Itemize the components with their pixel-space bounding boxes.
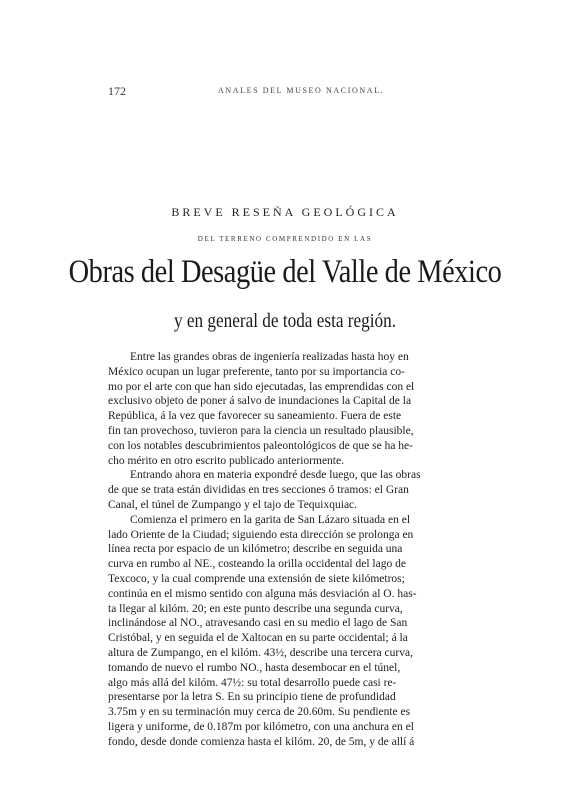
body-line: Canal, el túnel de Zumpango y el tajo de Tequixquiac. bbox=[108, 498, 358, 511]
body-line: Entre las grandes obras de ingeniería realizadas hasta hoy en bbox=[130, 351, 409, 363]
title-sub: DEL TERRENO COMPRENDIDO EN LAS bbox=[197, 235, 373, 243]
title-small: BREVE RESEÑA GEOLÓGICA bbox=[171, 205, 399, 219]
body-line: ta llegar al kilóm. 20; en este punto describe una segunda curva, bbox=[108, 602, 403, 615]
body-line: con los notables descubrimientos paleontológicos de que se ha he- bbox=[108, 439, 413, 452]
title-main: Obras del Desagüe del Valle de México bbox=[68, 254, 502, 290]
body-line: cho mérito en otro escrito publicado anteriormente. bbox=[108, 454, 344, 467]
body-line: algo más allá del kilóm. 47½: su total desarrollo puede casi re- bbox=[108, 676, 397, 689]
body-line: Comienza el primero en la garita de San Lázaro situada en el bbox=[130, 513, 411, 526]
body-line: 3.75m y en su terminación muy cerca de 20.60m. Su pendiente es bbox=[108, 706, 411, 719]
body-line: Texcoco, y la cual comprende una extensión de siete kilómetros; bbox=[108, 572, 405, 585]
body-line: fin tan provechoso, tuvieron para la ciencia un resultado plausible, bbox=[108, 424, 414, 437]
body-line: altura de Zumpango, en el kilóm. 43½, describe una tercera curva, bbox=[108, 646, 413, 659]
page-header bbox=[108, 84, 482, 98]
body-line: exclusivo objeto de poner á salvo de inundaciones la Capital de la bbox=[108, 395, 412, 408]
body-line: presentarse por la letra S. En su principio tiene de profundidad bbox=[108, 691, 396, 704]
body-text bbox=[108, 350, 482, 750]
body-line: línea recta por espacio de un kilómetro; describe en seguida una bbox=[108, 543, 403, 556]
body-line: mo por el arte con que han sido ejecutadas, las emprendidas con el bbox=[108, 380, 415, 393]
body-line: ligera y uniforme, de 0.187m por kilómetro, con una anchura en el bbox=[108, 720, 414, 733]
body-line: México ocupan un lugar preferente, tanto por su importancia co- bbox=[108, 365, 405, 378]
running-head: ANALES DEL MUSEO NACIONAL. bbox=[218, 86, 385, 95]
body-line: de que se trata están divididas en tres secciones ó tramos: el Gran bbox=[108, 484, 409, 497]
body-line: continúa en el mismo sentido con alguna más desviación al O. has- bbox=[108, 587, 417, 600]
body-line: lado Oriente de la Ciudad; siguiendo esta dirección se prolonga en bbox=[108, 528, 414, 541]
body-line: Cristóbal, y en seguida el de Xaltocan en su parte occidental; á la bbox=[108, 632, 408, 645]
page-number: 172 bbox=[108, 84, 126, 98]
body-line: Entrando ahora en materia expondré desde luego, que las obras bbox=[130, 469, 421, 482]
body-line: curva en rumbo al NE., costeando la orilla occidental del lago de bbox=[108, 558, 406, 571]
body-line: fondo, desde donde comienza hasta el kilóm. 20, de 5m, y de allí á bbox=[108, 735, 415, 748]
body-line: República, á la vez que favorecer su saneamiento. Fuera de este bbox=[108, 410, 402, 423]
title-secondary: y en general de toda esta región. bbox=[173, 310, 397, 332]
body-line: tomando de nuevo el rumbo NO., hasta desembocar en el túnel, bbox=[108, 661, 401, 674]
body-line: inclinándose al NO., atravesando casi en su medio el lago de San bbox=[108, 617, 408, 630]
